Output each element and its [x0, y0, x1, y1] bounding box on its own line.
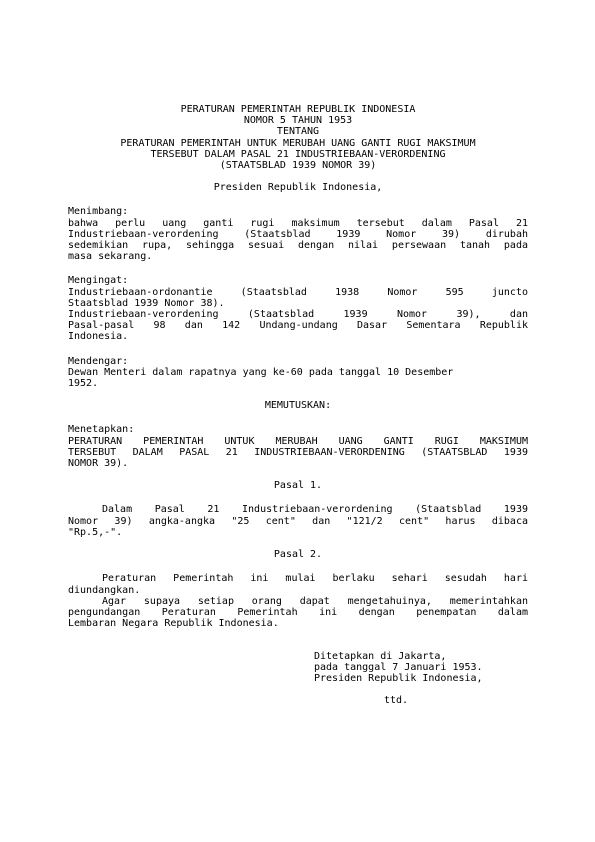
pasal-1-title: Pasal 1.	[273, 480, 323, 492]
header-subject-2: TERSEBUT DALAM PASAL 21 INDUSTRIEBAAN-VERORDENING	[150, 148, 446, 160]
signature-block	[68, 651, 528, 751]
signature-place: Ditetapkan di Jakarta,	[314, 651, 447, 663]
pasal-2-body	[68, 573, 528, 629]
menetapkan-line: PERATURAN PEMERINTAH UNTUK MERUBAH UANG GANTI RUGI MAKSIMUM	[68, 435, 528, 447]
signature-title: Presiden Republik Indonesia,	[314, 673, 483, 685]
header-title: PERATURAN PEMERINTAH REPUBLIK INDONESIA	[180, 104, 416, 115]
mengingat-line: Staatsblad 1939 Nomor 38).	[68, 297, 225, 309]
menetapkan-label: Menetapkan:	[68, 424, 135, 436]
mendengar-section	[68, 356, 528, 390]
header-subject-1: PERATURAN PEMERINTAH UNTUK MERUBAH UANG GANTI RUGI MAKSIMUM	[120, 137, 476, 149]
header-tentang: TENTANG	[276, 126, 320, 138]
menimbang-line: bahwa perlu uang ganti rugi maksimum tersebut dalam Pasal 21	[68, 217, 528, 229]
mendengar-label: Mendengar:	[68, 355, 129, 367]
president-line: Presiden Republik Indonesia,	[213, 182, 383, 194]
signature-date: pada tanggal 7 Januari 1953.	[314, 662, 483, 674]
pasal-2-line: Peraturan Pemerintah ini mulai berlaku sehari sesudah hari	[102, 573, 528, 585]
signature-ttd: ttd.	[384, 695, 409, 707]
pasal-1-line: Nomor 39) angka-angka "25 cent" dan "121/2 cent" harus dibaca	[68, 515, 528, 527]
pasal-1-line: Dalam Pasal 21 Industriebaan-verordening (Staatsblad 1939	[102, 504, 528, 516]
menimbang-line: sedemikian rupa, sehingga sesuai dengan nilai persewaan tanah pada	[68, 240, 528, 252]
menimbang-label: Menimbang:	[68, 206, 129, 218]
document-page	[68, 104, 528, 751]
pasal-1-line: "Rp.5,-".	[68, 526, 123, 538]
pasal-2-line: Lembaran Negara Republik Indonesia.	[68, 618, 279, 630]
pasal-1-body	[68, 504, 528, 538]
pasal-2-line: diundangkan.	[68, 584, 141, 596]
mengingat-line: Indonesia.	[68, 331, 129, 343]
mendengar-line: Dewan Menteri dalam rapatnya yang ke-60 pada tanggal 10 Desember	[68, 366, 454, 378]
header-number: NOMOR 5 TAHUN 1953	[243, 115, 353, 127]
pasal-2-line: pengundangan Peraturan Pemerintah ini dengan penempatan dalam	[68, 606, 528, 618]
mendengar-line: 1952.	[68, 378, 99, 390]
menimbang-line: Industriebaan-verordening (Staatsblad 1939 Nomor 39) dirubah	[68, 228, 528, 240]
mengingat-line: Industriebaan-ordonantie (Staatsblad 1938 Nomor 595 juncto	[68, 286, 528, 298]
mengingat-section	[68, 275, 528, 342]
menetapkan-section	[68, 424, 528, 469]
document-header	[68, 104, 528, 171]
pasal-2-line: Agar supaya setiap orang dapat mengetahuinya, memerintahkan	[102, 595, 528, 607]
mengingat-line: Industriebaan-verordening (Staatsblad 1939 Nomor 39), dan	[68, 309, 528, 321]
mengingat-label: Mengingat:	[68, 275, 129, 287]
menetapkan-line: NOMOR 39).	[68, 458, 129, 470]
pasal-2-title: Pasal 2.	[273, 549, 323, 561]
header-subject-3: (STAATSBLAD 1939 NOMOR 39)	[219, 160, 377, 172]
memutuskan-heading: MEMUTUSKAN:	[264, 400, 332, 412]
menimbang-line: masa sekarang.	[68, 251, 153, 263]
mengingat-line: Pasal-pasal 98 dan 142 Undang-undang Dasar Sementara Republik	[68, 320, 528, 332]
menimbang-section	[68, 206, 528, 262]
menetapkan-line: TERSEBUT DALAM PASAL 21 INDUSTRIEBAAN-VERORDENING (STAATSBLAD 1939	[68, 446, 528, 458]
